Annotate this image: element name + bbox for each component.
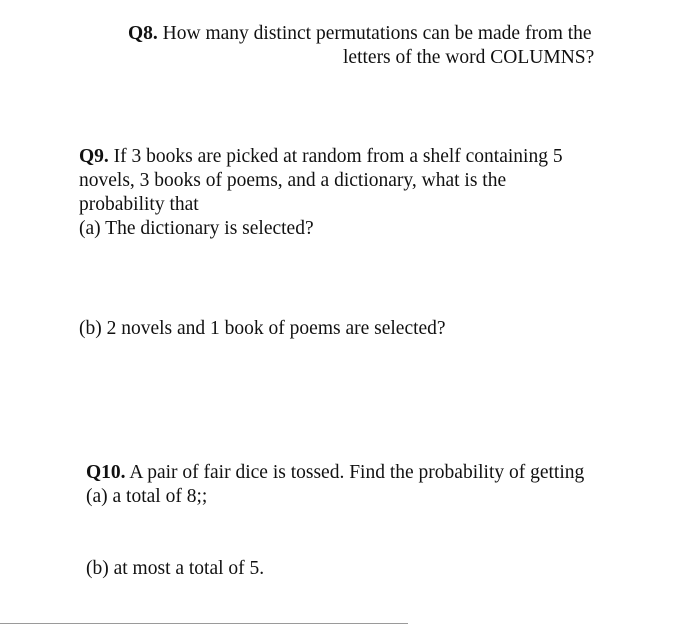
bottom-divider: [0, 623, 408, 624]
q10-part-a: (a) a total of 8;;: [86, 486, 208, 507]
q9-text-line3: probability that: [79, 194, 199, 215]
q8-text-line2: letters of the word COLUMNS?: [343, 47, 595, 68]
q8-question-line1: [128, 22, 592, 46]
q8-label: Q8.: [128, 23, 158, 44]
q9-line1: [79, 145, 639, 169]
q10-part-b: (b) at most a total of 5.: [86, 558, 265, 579]
q10-line1: [86, 461, 646, 485]
q10-label: Q10.: [86, 462, 126, 483]
q9-part-a: (a) The dictionary is selected?: [79, 218, 314, 239]
q9-question: [79, 145, 639, 241]
q8-text-line1: How many distinct permutations can be made from the: [157, 23, 592, 44]
q9-part-b: (b) 2 novels and 1 book of poems are selected?: [79, 318, 446, 339]
q10-text: A pair of fair dice is tossed. Find the probability of getting: [125, 462, 585, 483]
q9-label: Q9.: [79, 146, 109, 167]
q9-text-line1: If 3 books are picked at random from a shelf containing 5: [108, 146, 563, 167]
q9-text-line2: novels, 3 books of poems, and a dictionary, what is the: [79, 170, 507, 191]
q10-question: [86, 461, 646, 509]
